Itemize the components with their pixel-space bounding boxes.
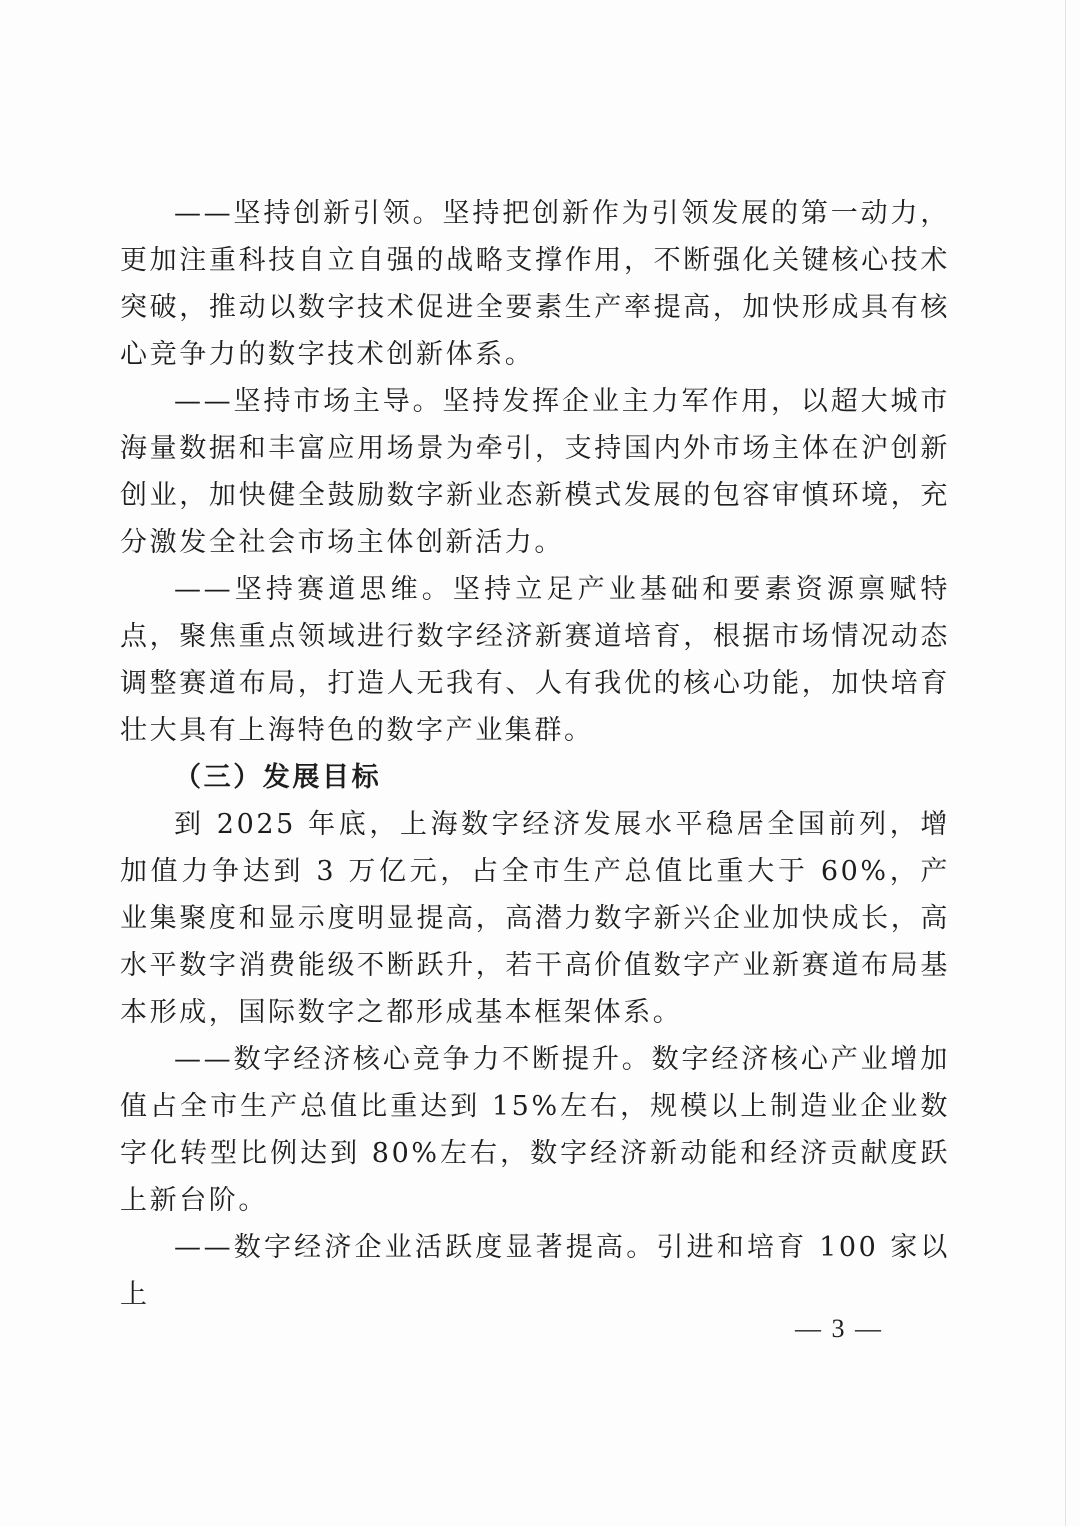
section-heading-development-goals: （三）发展目标	[174, 762, 382, 793]
paragraph-track-thinking: ——坚持赛道思维。坚持立足产业基础和要素资源禀赋特点，聚焦重点领域进行数字经济新赛道培育，根据市场情况动态调整赛道布局，打造人无我有、人有我优的核心功能，加快培育壮大具有上海特色的数字产业集群。	[120, 574, 950, 746]
paragraph-core-competitiveness: ——数字经济核心竞争力不断提升。数字经济核心产业增加值占全市生产总值比重达到 15%左右，规模以上制造业企业数字化转型比例达到 80%左右，数字经济新动能和经济贡献度跃上新台阶。	[120, 1044, 950, 1216]
page-number: — 3 —	[795, 1314, 883, 1343]
paragraph-enterprise-activity: ——数字经济企业活跃度显著提高。引进和培育 100 家以上	[120, 1232, 950, 1310]
paragraph-market-led: ——坚持市场主导。坚持发挥企业主力军作用，以超大城市海量数据和丰富应用场景为牵引，支持国内外市场主体在沪创新创业，加快健全鼓励数字新业态新模式发展的包容审慎环境，充分激发全社会市场主体创新活力。	[120, 386, 950, 558]
document-body	[120, 190, 950, 1318]
paragraph-innovation-lead: ——坚持创新引领。坚持把创新作为引领发展的第一动力，更加注重科技自立自强的战略支撑作用，不断强化关键核心技术突破，推动以数字技术促进全要素生产率提高，加快形成具有核心竞争力的数字技术创新体系。	[120, 198, 950, 370]
paragraph-goal-2025: 到 2025 年底，上海数字经济发展水平稳居全国前列，增加值力争达到 3 万亿元，占全市生产总值比重大于 60%，产业集聚度和显示度明显提高，高潜力数字新兴企业加快成长，高水平数字消费能级不断跃升，若干高价值数字产业新赛道布局基本形成，国际数字之都形成基本框架体系。	[120, 809, 950, 1028]
